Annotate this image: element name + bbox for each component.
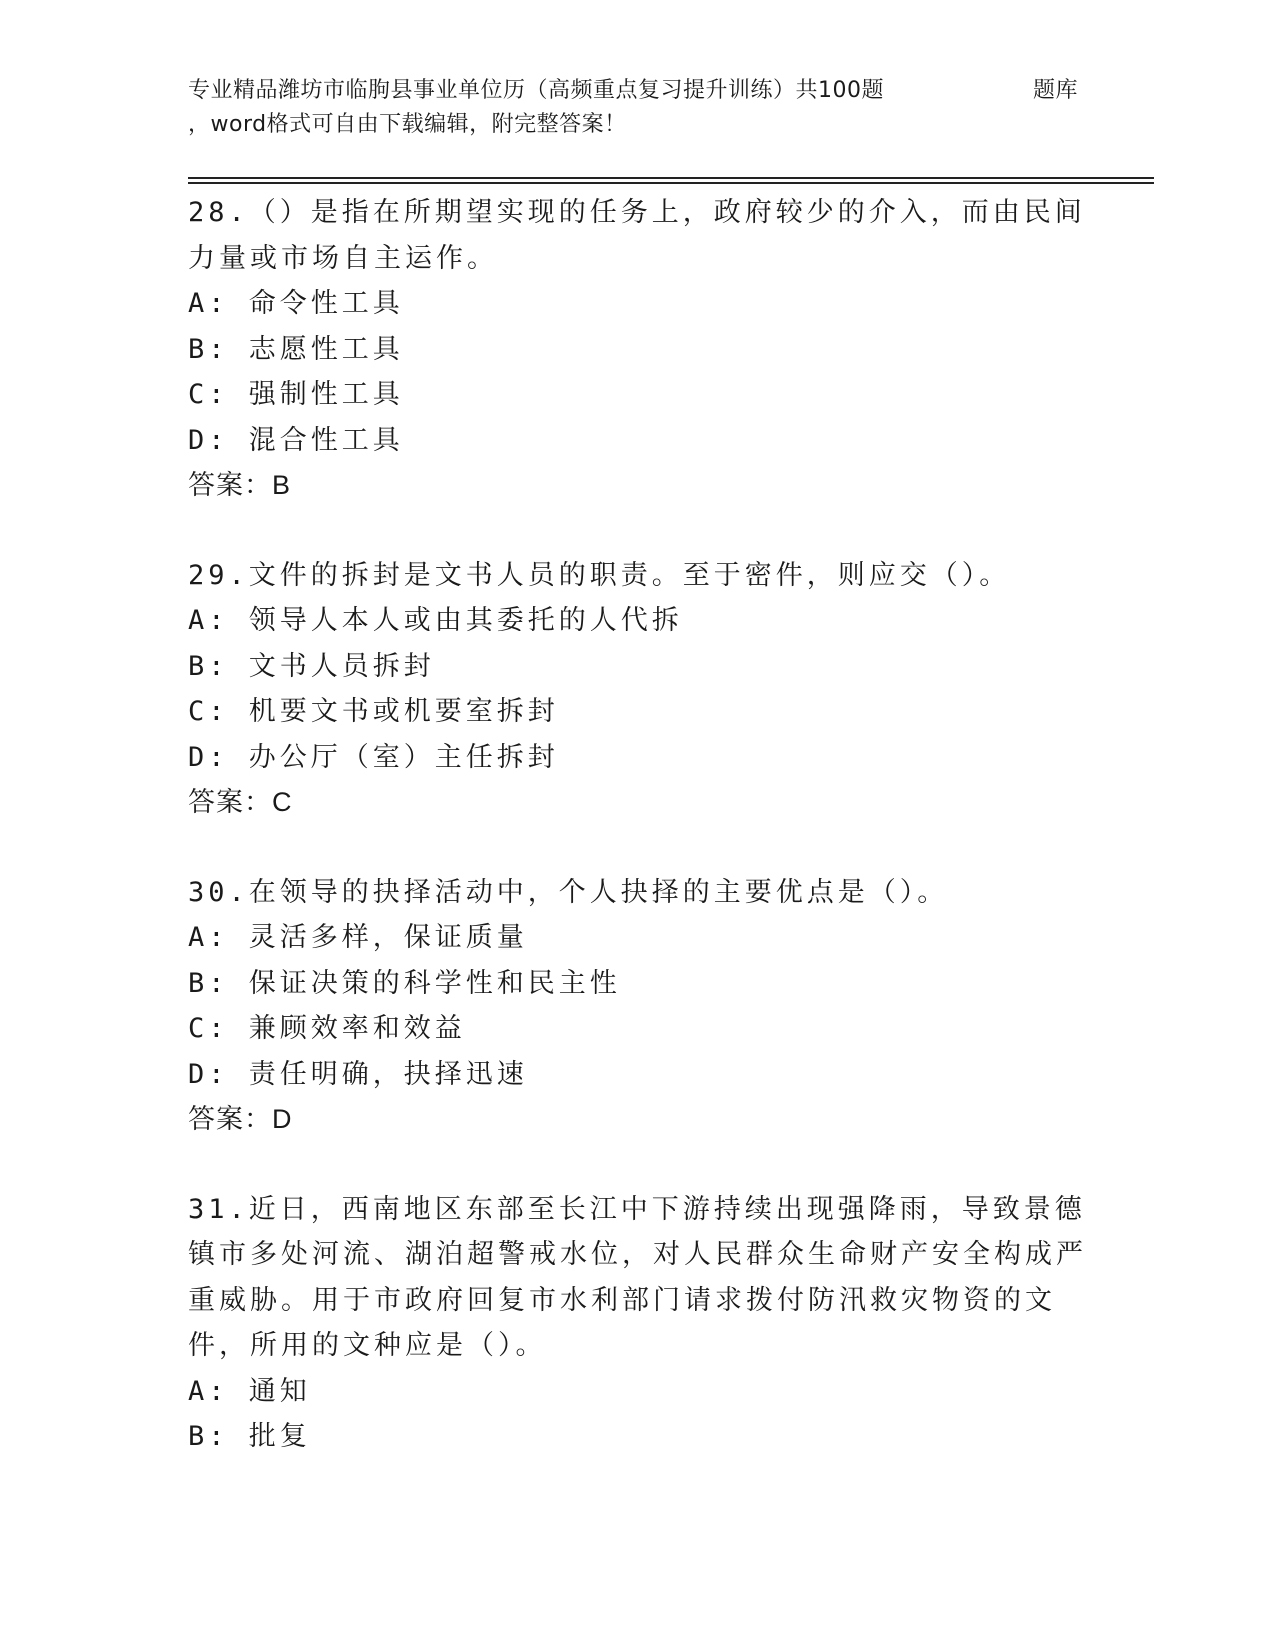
option-c: C: 强制性工具 — [188, 379, 404, 410]
question-28 — [188, 190, 1088, 509]
answer-label: 答案：B — [188, 470, 292, 500]
option-a: A: 通知 — [188, 1375, 311, 1407]
option-c: C: 兼顾效率和效益 — [188, 1013, 466, 1044]
question-30 — [188, 870, 1088, 1143]
header-divider-top — [188, 177, 1154, 179]
option-a: A: 领导人本人或由其委托的人代拆 — [188, 605, 683, 636]
header-title-line — [188, 74, 1088, 108]
question-29 — [188, 553, 1088, 826]
header-title: 专业精品潍坊市临朐县事业单位历（高频重点复习提升训练）共100题 — [188, 78, 884, 103]
answer-label: 答案：D — [188, 1104, 293, 1134]
option-b: B: 保证决策的科学性和民主性 — [188, 967, 621, 999]
option-d: D: 办公厅（室）主任拆封 — [188, 741, 559, 773]
question-text: 30.在领导的抉择活动中，个人抉择的主要优点是（）。 — [188, 876, 949, 908]
header-divider-bottom — [188, 182, 1154, 184]
option-b: B: 志愿性工具 — [188, 333, 404, 365]
question-text: 31.近日，西南地区东部至长江中下游持续出现强降雨，导致景德镇市多处河流、湖泊超警戒水位，对人民群众生命财产安全构成严重威胁。用于市政府回复市水利部门请求拨付防汛救灾物资的文件，所用的文种应是（）。 — [188, 1193, 1087, 1361]
answer-label: 答案：C — [188, 787, 293, 817]
header-tag: 题库 — [1033, 78, 1079, 103]
question-list — [188, 190, 1088, 1504]
option-b: B: 批复 — [188, 1421, 311, 1452]
option-a: A: 灵活多样，保证质量 — [188, 922, 528, 953]
option-d: D: 责任明确，抉择迅速 — [188, 1058, 528, 1090]
question-31 — [188, 1187, 1088, 1460]
option-d: D: 混合性工具 — [188, 424, 404, 456]
option-a: A: 命令性工具 — [188, 288, 404, 319]
option-b: B: 文书人员拆封 — [188, 650, 435, 682]
header-subtitle: ，word格式可自由下载编辑，附完整答案！ — [188, 112, 627, 137]
option-c: C: 机要文书或机要室拆封 — [188, 696, 559, 727]
question-text: 29.文件的拆封是文书人员的职责。至于密件，则应交（）。 — [188, 559, 1011, 591]
question-text: 28.（）是指在所期望实现的任务上，政府较少的介入，而由民间力量或市场自主运作。 — [188, 197, 1086, 274]
document-header — [188, 74, 1088, 142]
